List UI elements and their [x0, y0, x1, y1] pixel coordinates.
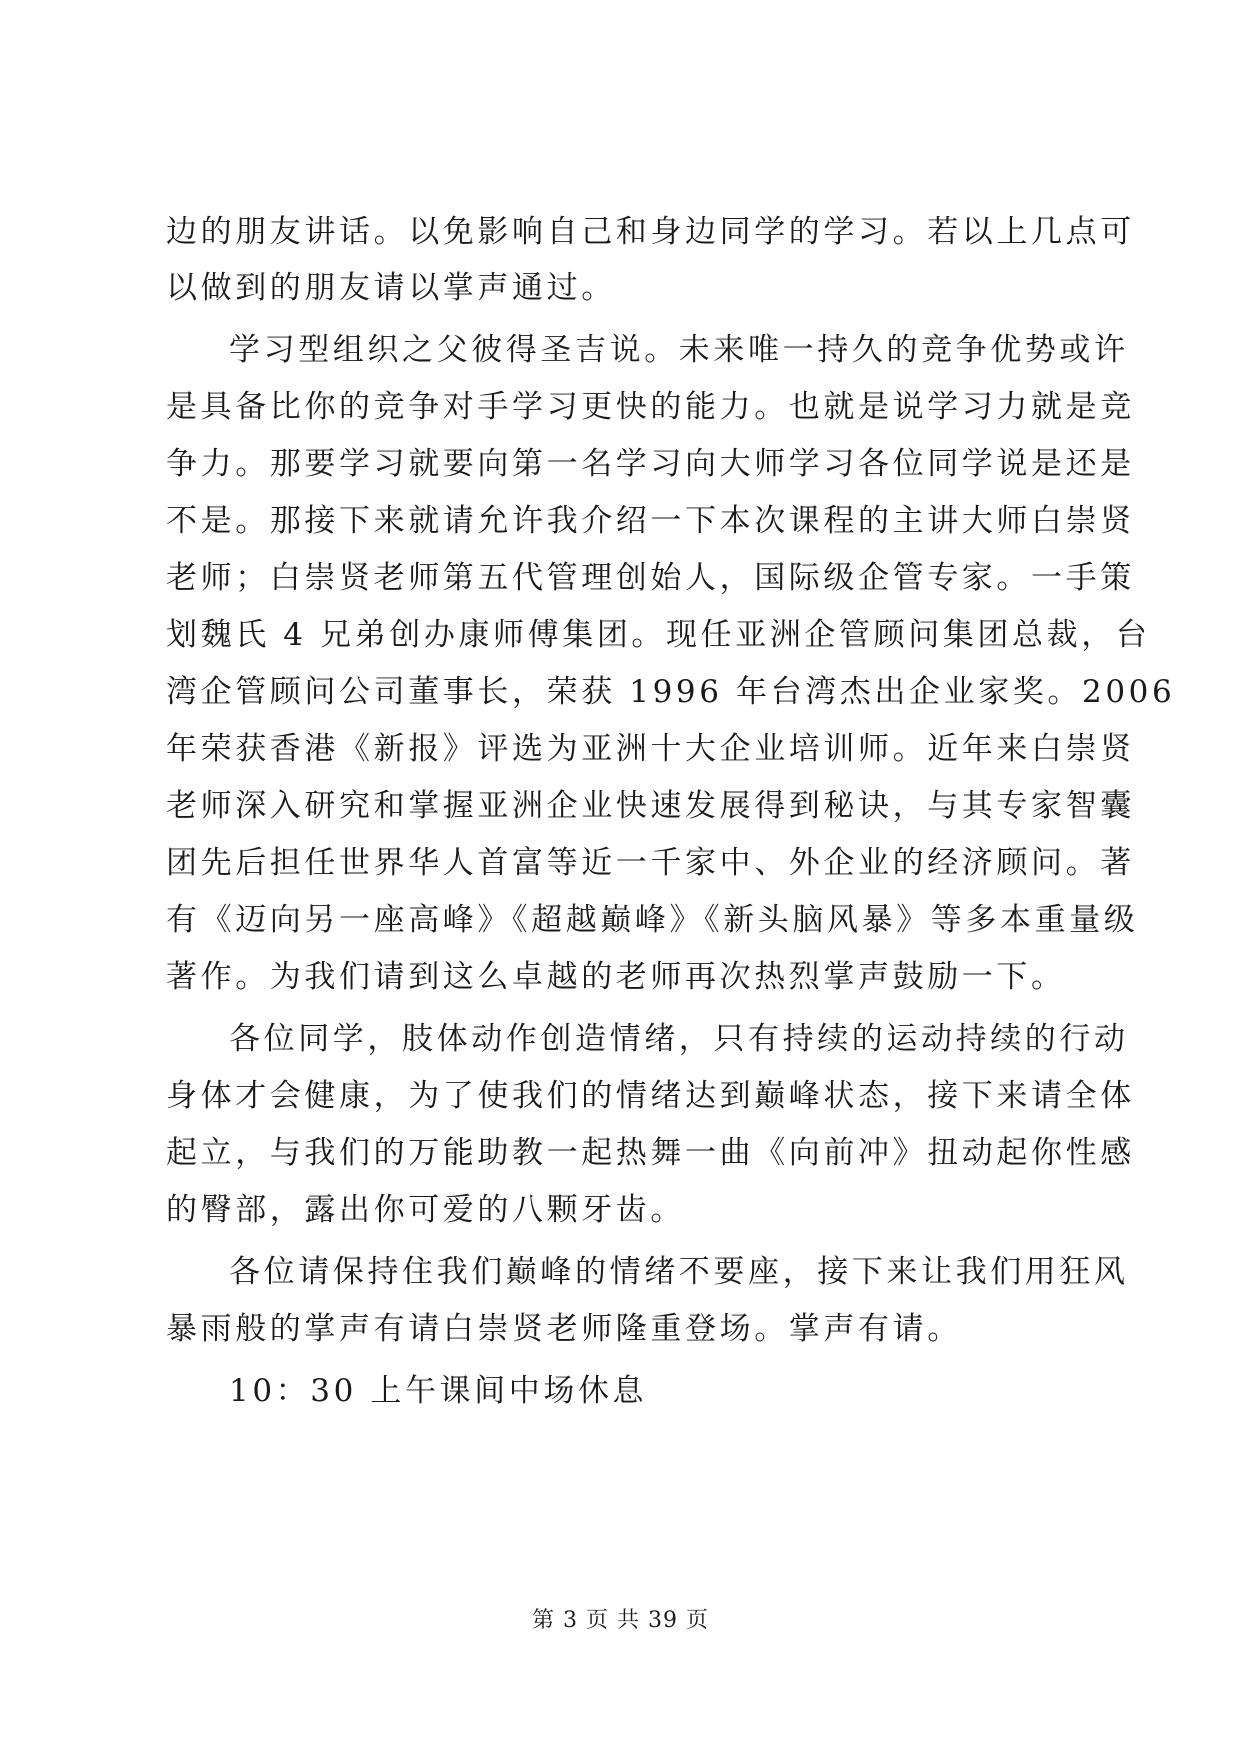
- text-line: 的臀部，露出你可爱的八颗牙齿。: [166, 1192, 685, 1228]
- text-line: 边的朋友讲话。以免影响自己和身边同学的学习。若以上几点可: [166, 214, 1135, 250]
- text-line: 暴雨般的掌声有请白崇贤老师隆重登场。掌声有请。: [166, 1311, 962, 1347]
- text-line: 起立，与我们的万能助教一起热舞一曲《向前冲》扭动起你性感: [166, 1135, 1135, 1171]
- page-number-footer: 第 3 页 共 39 页: [532, 1608, 709, 1633]
- text-line: 以做到的朋友请以掌声通过。: [166, 270, 616, 306]
- text-line: 老师；白崇贤老师第五代管理创始人，国际级企管专家。一手策: [166, 560, 1135, 596]
- text-line: 老师深入研究和掌握亚洲企业快速发展得到秘诀，与其专家智囊: [166, 788, 1135, 824]
- text-line: 湾企管顾问公司董事长，荣获 1996 年台湾杰出企业家奖。2006: [166, 674, 1176, 710]
- text-line: 是具备比你的竞争对手学习更快的能力。也就是说学习力就是竞: [166, 389, 1135, 425]
- text-line: 划魏氏 4 兄弟创办康师傅集团。现任亚洲企管顾问集团总裁，台: [166, 617, 1151, 653]
- text-line: 有《迈向另一座高峰》《超越巅峰》《新头脑风暴》等多本重量级: [166, 902, 1139, 938]
- paragraph-first-line: 各位同学，肢体动作创造情绪，只有持续的运动持续的行动: [229, 1021, 1129, 1057]
- text-line: 争力。那要学习就要向第一名学习向大师学习各位同学说是还是: [166, 446, 1135, 482]
- paragraph-first-line: 各位请保持住我们巅峰的情绪不要座，接下来让我们用狂风: [229, 1254, 1129, 1290]
- paragraph-first-line: 学习型组织之父彼得圣吉说。未来唯一持久的竞争优势或许: [229, 332, 1129, 368]
- schedule-line: 10：30 上午课间中场休息: [229, 1373, 648, 1409]
- text-line: 不是。那接下来就请允许我介绍一下本次课程的主讲大师白崇贤: [166, 503, 1135, 539]
- text-line: 身体才会健康，为了使我们的情绪达到巅峰状态，接下来请全体: [166, 1078, 1135, 1114]
- text-line: 年荣获香港《新报》评选为亚洲十大企业培训师。近年来白崇贤: [166, 731, 1135, 767]
- text-line: 团先后担任世界华人首富等近一千家中、外企业的经济顾问。著: [166, 845, 1135, 881]
- text-line: 著作。为我们请到这么卓越的老师再次热烈掌声鼓励一下。: [166, 959, 1066, 995]
